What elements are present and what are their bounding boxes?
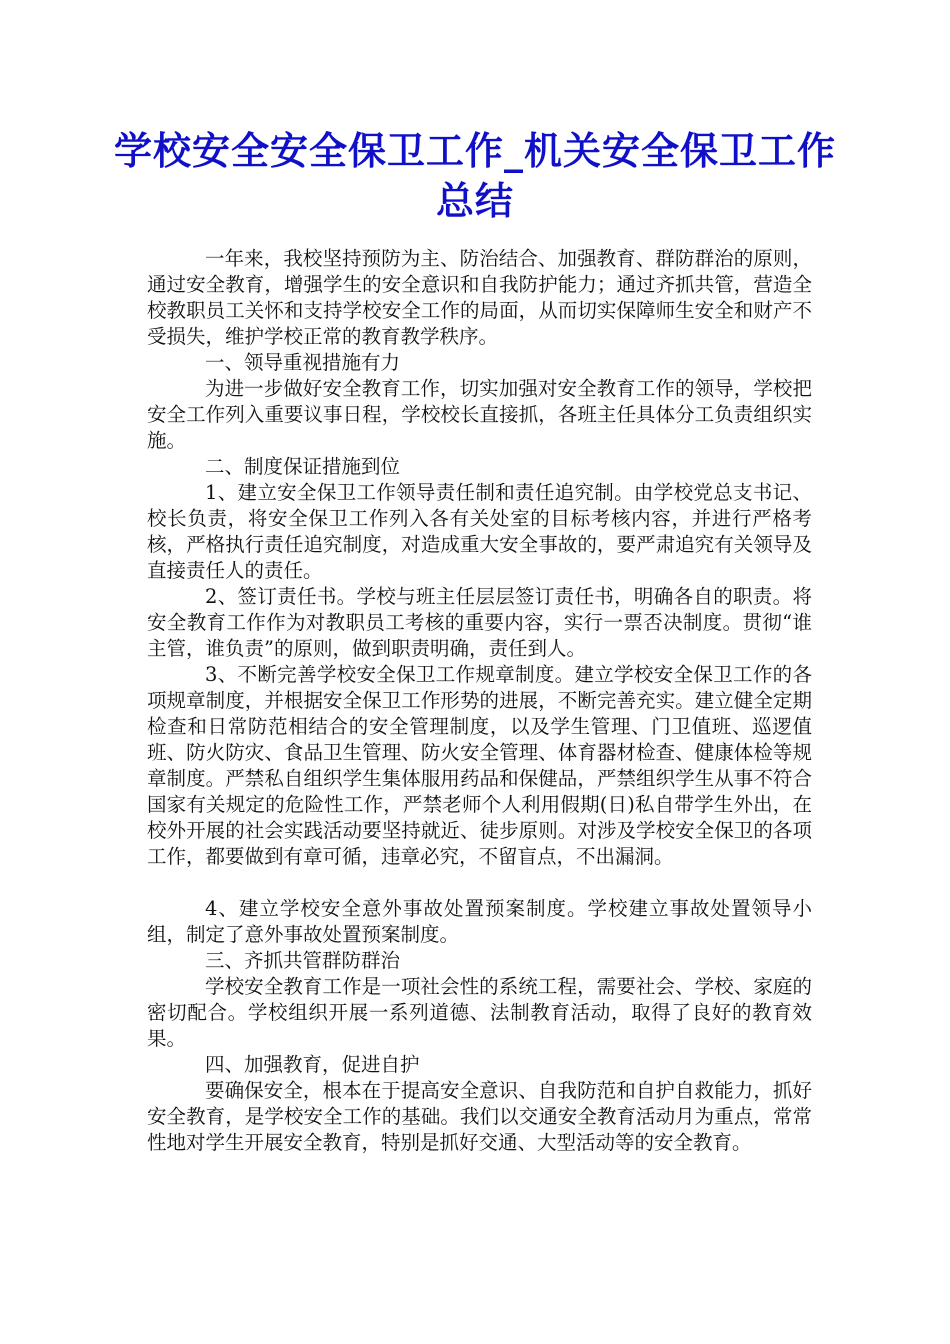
paragraph-item-3: 3、不断完善学校安全保卫工作规章制度。建立学校安全保卫工作的各项规章制度，并根据安全保卫工作形势的进展，不断完善充实。建立健全定期检查和日常防范相结合的安全管理制度，以及学生管理、门卫值班、巡逻值班、防火防灾、食品卫生管理、防火安全管理、体育器材检查、健康体检等规章制度。严禁私自组织学生集体服用药品和保健品，严禁组织学生从事不符合国家有关规定的危险性工作，严禁老师个人利用假期(日)私自带学生外出，在校外开展的社会实践活动要坚持就近、徒步原则。对涉及学校安全保卫的各项工作，都要做到有章可循，违章必究，不留盲点，不出漏洞。 xyxy=(147,663,812,868)
section-heading-4: 四、加强教育，促进自护 xyxy=(205,1053,420,1076)
paragraph-cooperation: 学校安全教育工作是一项社会性的系统工程，需要社会、学校、家庭的密切配合。学校组织开展一系列道德、法制教育活动，取得了良好的教育效果。 xyxy=(147,975,812,1050)
paragraph-item-2: 2、签订责任书。学校与班主任层层签订责任书，明确各自的职责。将安全教育工作作为对教职员工考核的重要内容，实行一票否决制度。贯彻“谁主管，谁负责”的原则，做到职责明确，责任到人。 xyxy=(147,585,812,660)
paragraph-education: 要确保安全，根本在于提高安全意识、自我防范和自护自救能力，抓好安全教育，是学校安全工作的基础。我们以交通安全教育活动月为重点，常常性地对学生开展安全教育，特别是抓好交通、大型活动等的安全教育。 xyxy=(147,1079,812,1154)
section-heading-3: 三、齐抓共管群防群治 xyxy=(205,949,401,972)
section-heading-1: 一、领导重视措施有力 xyxy=(205,351,401,374)
paragraph-leadership: 为进一步做好安全教育工作，切实加强对安全教育工作的领导，学校把安全工作列入重要议事日程，学校校长直接抓，各班主任具体分工负责组织实施。 xyxy=(147,377,812,452)
paragraph-item-4: 4、建立学校安全意外事故处置预案制度。学校建立事故处置领导小组，制定了意外事故处置预案制度。 xyxy=(147,897,812,946)
document-title: 学校安全安全保卫工作_机关安全保卫工作总结 xyxy=(113,128,836,223)
paragraph-item-1: 1、建立安全保卫工作领导责任制和责任追究制。由学校党总支书记、校长负责，将安全保卫工作列入各有关处室的目标考核内容，并进行严格考核，严格执行责任追究制度，对造成重大安全事故的，要严肃追究有关领导及直接责任人的责任。 xyxy=(147,481,812,582)
section-heading-2: 二、制度保证措施到位 xyxy=(205,455,401,478)
document-body xyxy=(147,246,812,1156)
paragraph-intro: 一年来，我校坚持预防为主、防治结合、加强教育、群防群治的原则，通过安全教育，增强学生的安全意识和自我防护能力；通过齐抓共管，营造全校教职员工关怀和支持学校安全工作的局面，从而切实保障师生安全和财产不受损失，维护学校正常的教育教学秩序。 xyxy=(147,247,812,348)
